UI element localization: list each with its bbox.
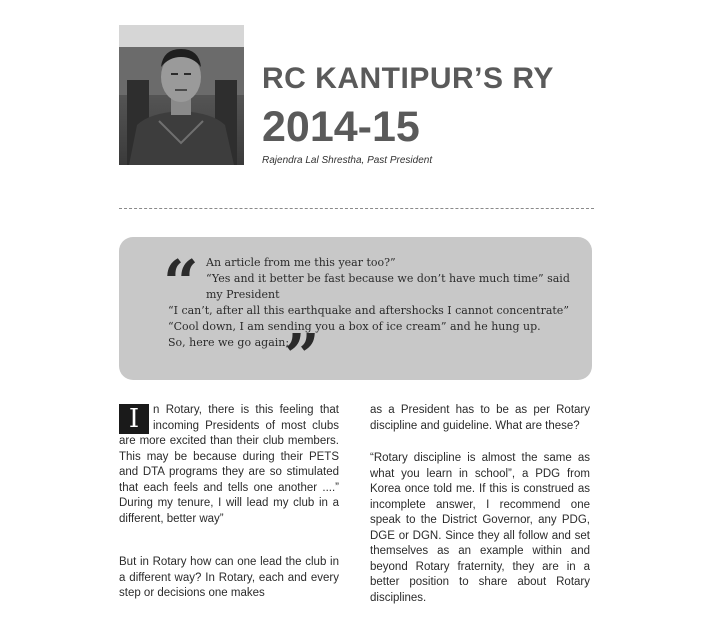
author-portrait-image [119, 25, 244, 165]
author-photo [119, 25, 244, 165]
article-paragraph: But in Rotary how can one lead the club in a different way? In Rotary, each and every step or decisions one makes [119, 556, 339, 599]
paragraph-text: n Rotary, there is this feeling that incoming Presidents of most clubs are more excited than their club members. This may be because during their PETS and DTA programs they are so stimulated that each feels and tells one another ....” During my tenure, I will lead my club in a different, better way” [119, 404, 339, 525]
open-quote-icon: “ [163, 246, 199, 319]
article-paragraph: as a President has to be as per Rotary discipline and guideline. What are these? [370, 404, 590, 432]
article-paragraph: “Rotary discipline is almost the same as what you learn in school”, a PDG from Korea once told me. If this is construed as incomplete answer, I recommend one speak to the District Governor, any PDG, DGE or DGN. Since they all follow and set themselves as an example within and beyond Rotary fraternity, they are in a better position to share about Rotary disciplines. [370, 452, 590, 604]
author-byline: Rajendra Lal Shrestha, Past President [262, 155, 433, 166]
article-title-line1: RC KANTIPUR’S RY [262, 62, 554, 95]
quote-line: “Yes and it better be fast because we don’t have much time” said [206, 272, 570, 285]
article-column-right [370, 403, 590, 606]
article-column-left [119, 403, 339, 602]
quote-line: my President [206, 288, 280, 301]
quote-line: So, here we go again; [168, 336, 290, 349]
quote-line: “I can’t, after all this earthquake and aftershocks I cannot concentrate” [168, 304, 569, 317]
section-divider [119, 208, 594, 209]
drop-cap: I [119, 404, 149, 434]
article-paragraph [119, 403, 339, 527]
quote-line: An article from me this year too?” [206, 256, 396, 269]
article-title-year: 2014-15 [262, 103, 420, 151]
close-quote-icon: ” [284, 320, 320, 393]
quote-line: “Cool down, I am sending you a box of ice cream” and he hung up. [168, 320, 541, 333]
